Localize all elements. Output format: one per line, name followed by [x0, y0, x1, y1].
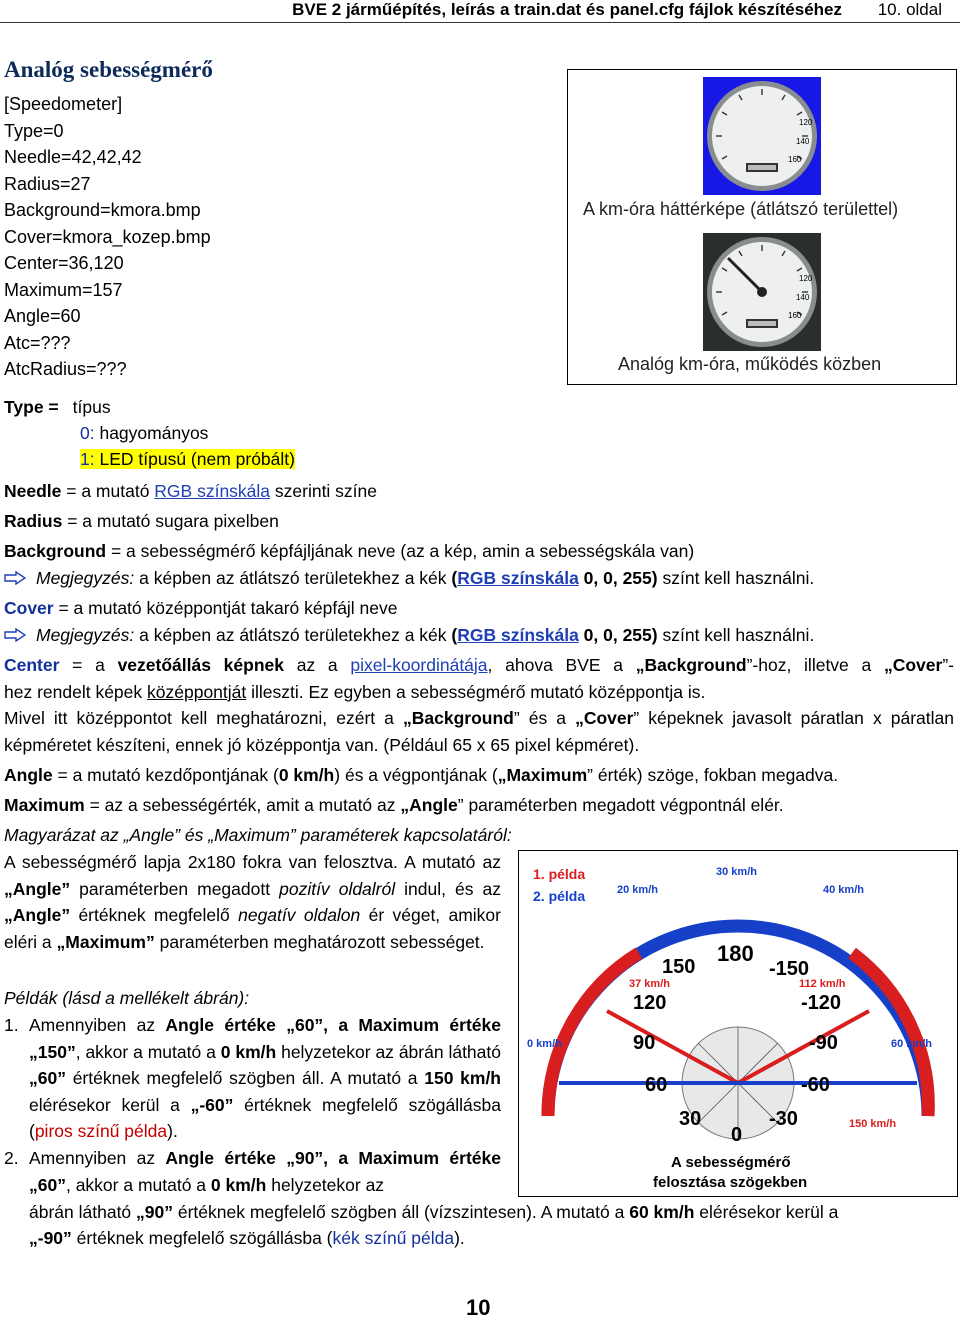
config-line: Background=kmora.bmp — [4, 200, 201, 220]
speed-label: 60 km/h — [891, 1038, 932, 1050]
config-line: Needle=42,42,42 — [4, 147, 142, 167]
speed-label: 150 km/h — [849, 1118, 897, 1130]
config-line: Cover=kmora_kozep.bmp — [4, 226, 211, 247]
dial-label: 120 — [799, 274, 813, 283]
radius-line: Radius = a mutató sugara pixelben — [4, 511, 279, 531]
mivel-paragraph: Mivel itt középpontot kell meghatározni, ezért a „Background” és a „Cover” képeknek javasolt páratlan x páratlan képméretet készíteni, ennek jó középpontja van. (Például 65 x 65 pixel képméret). — [4, 708, 954, 755]
maximum-line: Maximum = az a sebességérték, amit a mutató az „Angle” paraméterben megadott végpontnál elér. — [4, 795, 784, 815]
speed-label: 20 km/h — [617, 884, 658, 896]
figure-caption-2: Analóg km-óra, működés közben — [618, 354, 882, 374]
config-line: Type=0 — [4, 120, 64, 141]
speedometer-figure — [567, 69, 957, 385]
dial-label: 160 — [788, 155, 802, 164]
diagram-caption-2: felosztása szögekben — [653, 1174, 808, 1191]
speed-label: 0 km/h — [527, 1038, 562, 1050]
angle-line: Angle = a mutató kezdőpontjának (0 km/h) és a végpontjának („Maximum” érték) szöge, fokban megadva. — [4, 765, 839, 785]
diagram-caption-1: A sebességmérő — [671, 1154, 791, 1171]
tick-label: 180 — [717, 941, 754, 966]
config-line: AtcRadius=??? — [4, 359, 127, 379]
config-line: Angle=60 — [4, 306, 81, 326]
needle-line: Needle = a mutató RGB színskála szerinti színe — [4, 481, 378, 501]
speed-label: 40 km/h — [823, 884, 864, 896]
tick-label: -90 — [809, 1032, 838, 1054]
speed-label: 37 km/h — [629, 978, 670, 990]
tick-label: -150 — [769, 958, 810, 980]
rgb-link[interactable]: RGB színskála — [457, 625, 579, 645]
rgb-link[interactable]: RGB színskála — [154, 481, 271, 501]
config-line: Center=36,120 — [4, 253, 124, 273]
tick-label: 30 — [679, 1108, 702, 1130]
section-title: Analóg sebességmérő — [4, 57, 213, 82]
explanation-paragraph: A sebességmérő lapja 2x180 fokra van felosztva. A mutató az „Angle” paraméterben megadott pozitív oldalról indul, és az „Angle” értéknek megfelelő negatív oldalon ér véget, amikor eléri a „Maximum” paraméterben meghatározott sebességet. — [4, 852, 501, 952]
config-block — [4, 91, 211, 383]
dial-label: 120 — [799, 118, 813, 127]
tick-label: -120 — [801, 992, 842, 1014]
speed-label: 112 km/h — [799, 978, 846, 990]
speedometer-background-image — [703, 77, 821, 195]
page-header — [0, 0, 960, 23]
config-line: Atc=??? — [4, 332, 71, 353]
tick-label: 150 — [662, 956, 696, 978]
tick-label: -60 — [801, 1074, 830, 1096]
header-page: 10. oldal — [877, 0, 942, 19]
arrow-icon — [4, 628, 26, 642]
diagram-example-1: 1. példa — [533, 866, 586, 882]
figure-caption-1: A km-óra háttérképe (átlátszó területtel) — [583, 199, 899, 219]
speed-label: 30 km/h — [716, 866, 757, 878]
examples-heading: Példák (lásd a mellékelt ábrán): — [4, 988, 250, 1008]
note-line-1: Megjegyzés: a képben az átlátszó területekhez a kék (RGB színskála 0, 0, 255) színt kell használni. — [4, 565, 814, 591]
speedometer-working-image — [703, 233, 821, 351]
config-line: Maximum=157 — [4, 279, 123, 300]
config-line: [Speedometer] — [4, 94, 123, 114]
tick-label: 60 — [645, 1074, 668, 1096]
angle-diagram — [518, 850, 958, 1197]
tick-label: -30 — [769, 1108, 798, 1130]
dial-label: 140 — [796, 137, 810, 146]
tick-label: 0 — [731, 1124, 743, 1146]
cover-line: Cover = a mutató középpontját takaró képfájl neve — [4, 598, 398, 618]
background-line: Background = a sebességmérő képfájljának neve (az a kép, amin a sebességskála van) — [4, 541, 695, 561]
type-option-1: 1: LED típusú (nem próbált) — [80, 449, 295, 469]
example-2-line-2: ábrán látható „90” értéknek megfelelő szögben áll (vízszintesen). A mutató a 60 km/h elérésekor kerül a — [29, 1202, 839, 1222]
example-2: 2. Amennyiben az Angle értéke „90”, a Maximum értéke „60”, akkor a mutató a 0 km/h helyzetekor az — [4, 1148, 501, 1195]
dial-label: 140 — [796, 293, 810, 302]
type-line: Type = típus — [4, 397, 111, 417]
example-1: 1. Amennyiben az Angle értéke „60”, a Maximum értéke „150”, akkor a mutató a 0 km/h helyzetekor az ábrán látható „60” értéknek megfelelő szögben áll. A mutató a 150 km/h elérésekor kerül a „-60” értéknek megfelelő szögállásba (piros színű példa). — [4, 1015, 501, 1141]
explanation-heading: Magyarázat az „Angle” és „Maximum” paraméterek kapcsolatáról: — [4, 825, 512, 845]
center-line-2: hez rendelt képek középpontját illeszti. Ez egyben a sebességmérő mutató középpontja is. — [4, 682, 706, 702]
center-line-1: Center = a vezetőállás képnek az a pixel-koordinátája, ahova BVE a „Background”-hoz, illetve a „Cover”- — [4, 655, 954, 675]
diagram-example-2: 2. példa — [533, 888, 586, 904]
header-title: BVE 2 járműépítés, leírás a train.dat és panel.cfg fájlok készítéséhez — [292, 0, 842, 19]
page-number: 10 — [466, 1295, 491, 1320]
note-line-2: Megjegyzés: a képben az átlátszó területekhez a kék (RGB színskála 0, 0, 255) színt kell használni. — [4, 622, 814, 648]
type-option-0: 0: hagyományos — [80, 423, 209, 443]
arrow-icon — [4, 571, 26, 585]
tick-label: 120 — [633, 992, 667, 1014]
config-line: Radius=27 — [4, 173, 91, 194]
tick-label: 90 — [633, 1032, 656, 1054]
example-2-line-3: „-90” értéknek megfelelő szögállásba (kék színű példa). — [29, 1228, 465, 1248]
rgb-link[interactable]: RGB színskála — [457, 568, 579, 588]
dial-label: 160 — [788, 311, 802, 320]
center-point-link[interactable]: középpontját — [147, 682, 247, 702]
pixel-coordinate-link[interactable]: pixel-koordinátája — [350, 655, 488, 675]
